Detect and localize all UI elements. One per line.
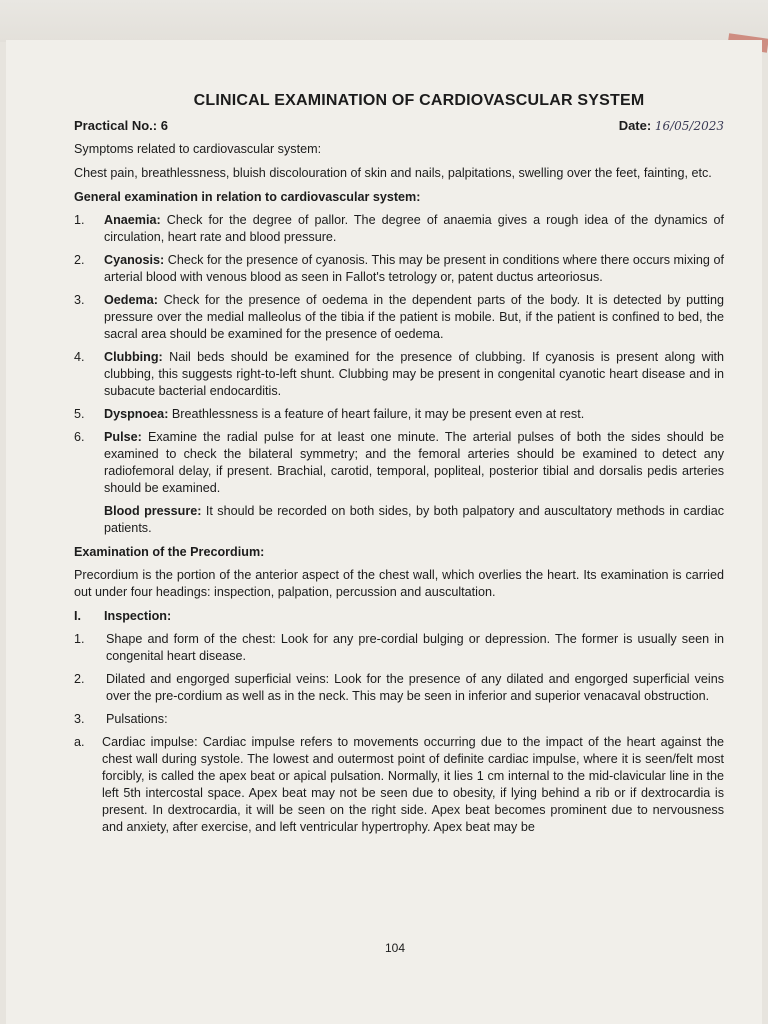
list-item <box>74 349 724 400</box>
date-label: Date: <box>618 118 652 133</box>
item-term: Cyanosis: <box>104 253 165 267</box>
page-number: 104 <box>385 941 406 955</box>
item-text: Nail beds should be examined for the presence of clubbing. If cyanosis is present along with clubbing, this suggests right-to-left shunt. Clubbing may be present in congenital cyanotic heart disease and in subacute bacterial endocarditis. <box>104 350 724 398</box>
list-item <box>74 631 724 665</box>
item-term: Anaemia: <box>104 213 161 227</box>
symptoms-intro: Symptoms related to cardiovascular system: <box>74 142 322 156</box>
item-term: Pulse: <box>104 430 142 444</box>
blood-pressure-paragraph <box>104 503 724 537</box>
item-number: 1. <box>74 213 85 227</box>
date-value: 16/05/2023 <box>654 119 724 133</box>
item-number: a. <box>74 735 85 749</box>
page-title: CLINICAL EXAMINATION OF CARDIOVASCULAR SYSTEM <box>193 92 645 109</box>
item-text: Check for the degree of pallor. The degree of anaemia gives a rough idea of the dynamics of circulation, heart rate and blood pressure. <box>104 213 724 244</box>
list-item <box>74 429 724 497</box>
precordium-text: Precordium is the portion of the anterior aspect of the chest wall, which overlies the heart. Its examination is carried out under four headings: inspection, palpation, percussion and auscultation. <box>74 568 724 599</box>
item-text: Pulsations: <box>106 712 168 726</box>
header-row <box>74 117 724 135</box>
item-text: Breathlessness is a feature of heart failure, it may be present even at rest. <box>168 407 585 421</box>
general-list <box>74 212 724 497</box>
precordium-heading: Examination of the Precordium: <box>74 545 265 559</box>
list-item <box>74 252 724 286</box>
item-term: Dyspnoea: <box>104 407 169 421</box>
item-number: 3. <box>74 712 85 726</box>
list-item <box>74 292 724 343</box>
item-text: Check for the presence of cyanosis. This may be present in conditions where there occurs mixing of arterial blood with venous blood as seen in Fallot's tetrology or, patent ductus arteoriosus. <box>104 253 724 284</box>
inspection-heading: Inspection: <box>104 609 172 623</box>
item-text: Dilated and engorged superficial veins: Look for the presence of any dilated and engorged superficial veins over the pre-cordium as well as in the neck. This may be seen in inferior and superior venacaval obstruction. <box>106 672 724 703</box>
list-item <box>74 711 724 728</box>
item-number: 4. <box>74 350 85 364</box>
inspection-list <box>74 631 724 728</box>
list-item <box>74 406 724 423</box>
list-item <box>74 734 724 836</box>
practical-number: Practical No.: 6 <box>74 118 168 133</box>
item-number: 6. <box>74 430 85 444</box>
inspection-heading-row <box>74 608 724 625</box>
pulsation-list <box>74 734 724 836</box>
list-item <box>74 212 724 246</box>
item-text: Cardiac impulse: Cardiac impulse refers to movements occurring due to the impact of the heart against the chest wall during systole. The lowest and outermost point of definite cardiac impulse, where it is seen/felt most forcibly, is called the apex beat or apical pulsation. Normally, it lies 1 cm internal to the mid-clavicular line in the left 5th intercostal space. Apex beat may not be seen due to obesity, if lying behind a rib or if dextrocardia is present. In dextrocardia, it will be seen on the right side. Apex beat becomes prominent due to nervousness and anxiety, after exercise, and left ventricular hypertrophy. Apex beat may be <box>102 735 724 834</box>
bp-text: It should be recorded on both sides, by both palpatory and auscultatory methods in cardiac patients. <box>104 504 724 535</box>
inspection-number: I. <box>74 609 81 623</box>
symptoms-text: Chest pain, breathlessness, bluish discolouration of skin and nails, palpitations, swelling over the feet, fainting, etc. <box>74 166 712 180</box>
bp-term: Blood pressure: <box>104 504 202 518</box>
item-text: Shape and form of the chest: Look for any pre-cordial bulging or depression. The former is usually seen in congenital heart disease. <box>106 632 724 663</box>
date-block <box>619 117 724 135</box>
document-content <box>74 92 724 842</box>
item-text: Examine the radial pulse for at least one minute. The arterial pulses of both the sides should be examined to check the bilateral symmetry; and the femoral arteries should be examined to detect any radiofemoral delay, if present. Brachial, carotid, temporal, popliteal, posterior tibial and dorsalis pedis arteries should be examined. <box>104 430 724 495</box>
list-item <box>74 671 724 705</box>
item-number: 2. <box>74 253 85 267</box>
item-term: Clubbing: <box>104 350 163 364</box>
item-number: 2. <box>74 672 85 686</box>
item-text: Check for the presence of oedema in the dependent parts of the body. It is detected by putting pressure over the medial malleolus of the tibia if the patient is mobile. But, if the patient is confined to bed, the sacral area should be examined for the presence of oedema. <box>104 293 724 341</box>
page-top-shadow <box>0 0 768 42</box>
item-number: 1. <box>74 632 85 646</box>
item-term: Oedema: <box>104 293 158 307</box>
general-heading: General examination in relation to cardiovascular system: <box>74 190 421 204</box>
item-number: 3. <box>74 293 85 307</box>
item-number: 5. <box>74 407 85 421</box>
